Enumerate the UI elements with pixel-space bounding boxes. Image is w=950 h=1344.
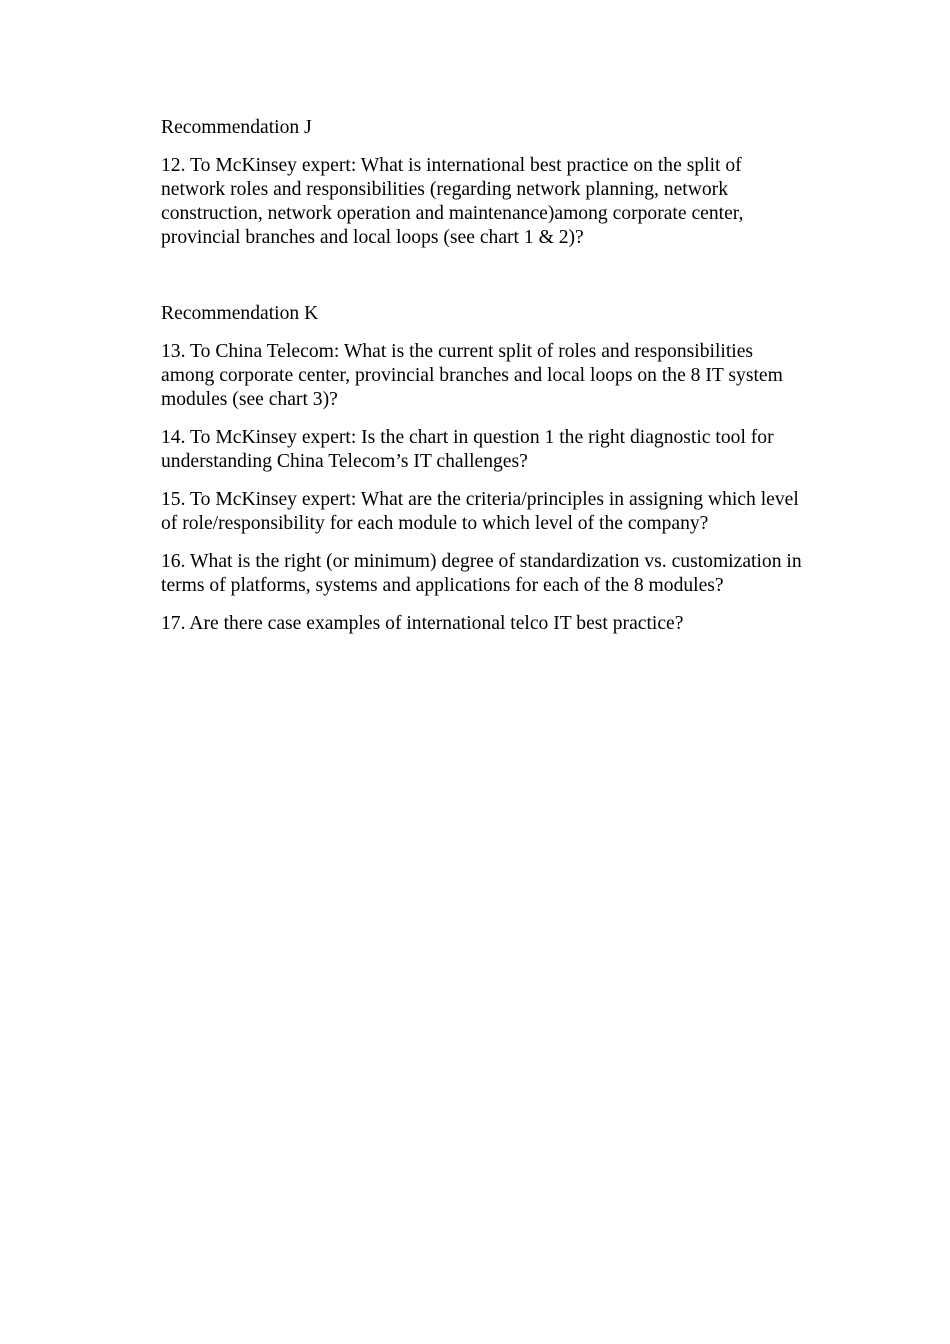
question-16: 16. What is the right (or minimum) degree of standardization vs. customization in terms of platforms, systems and applications for each of the 8 modules? — [161, 551, 802, 596]
question-13: 13. To China Telecom: What is the current split of roles and responsibilities among corporate center, provincial branches and local loops on the 8 IT system modules (see chart 3)? — [161, 341, 783, 410]
question-12: 12. To McKinsey expert: What is international best practice on the split of network roles and responsibilities (regarding network planning, network construction, network operation and maintenance)among corporate center, provincial branches and local loops (see chart 1 & 2)? — [161, 155, 744, 248]
section-recommendation-k — [161, 302, 861, 636]
section-heading: Recommendation J — [161, 117, 312, 138]
document-body — [161, 116, 861, 650]
question-17: 17. Are there case examples of international telco IT best practice? — [161, 613, 684, 634]
section-heading: Recommendation K — [161, 303, 319, 324]
section-recommendation-j — [161, 116, 861, 250]
question-15: 15. To McKinsey expert: What are the criteria/principles in assigning which level of role/responsibility for each module to which level of the company? — [161, 489, 799, 534]
question-14: 14. To McKinsey expert: Is the chart in question 1 the right diagnostic tool for understanding China Telecom’s IT challenges? — [161, 427, 774, 472]
section-spacer — [161, 264, 861, 302]
